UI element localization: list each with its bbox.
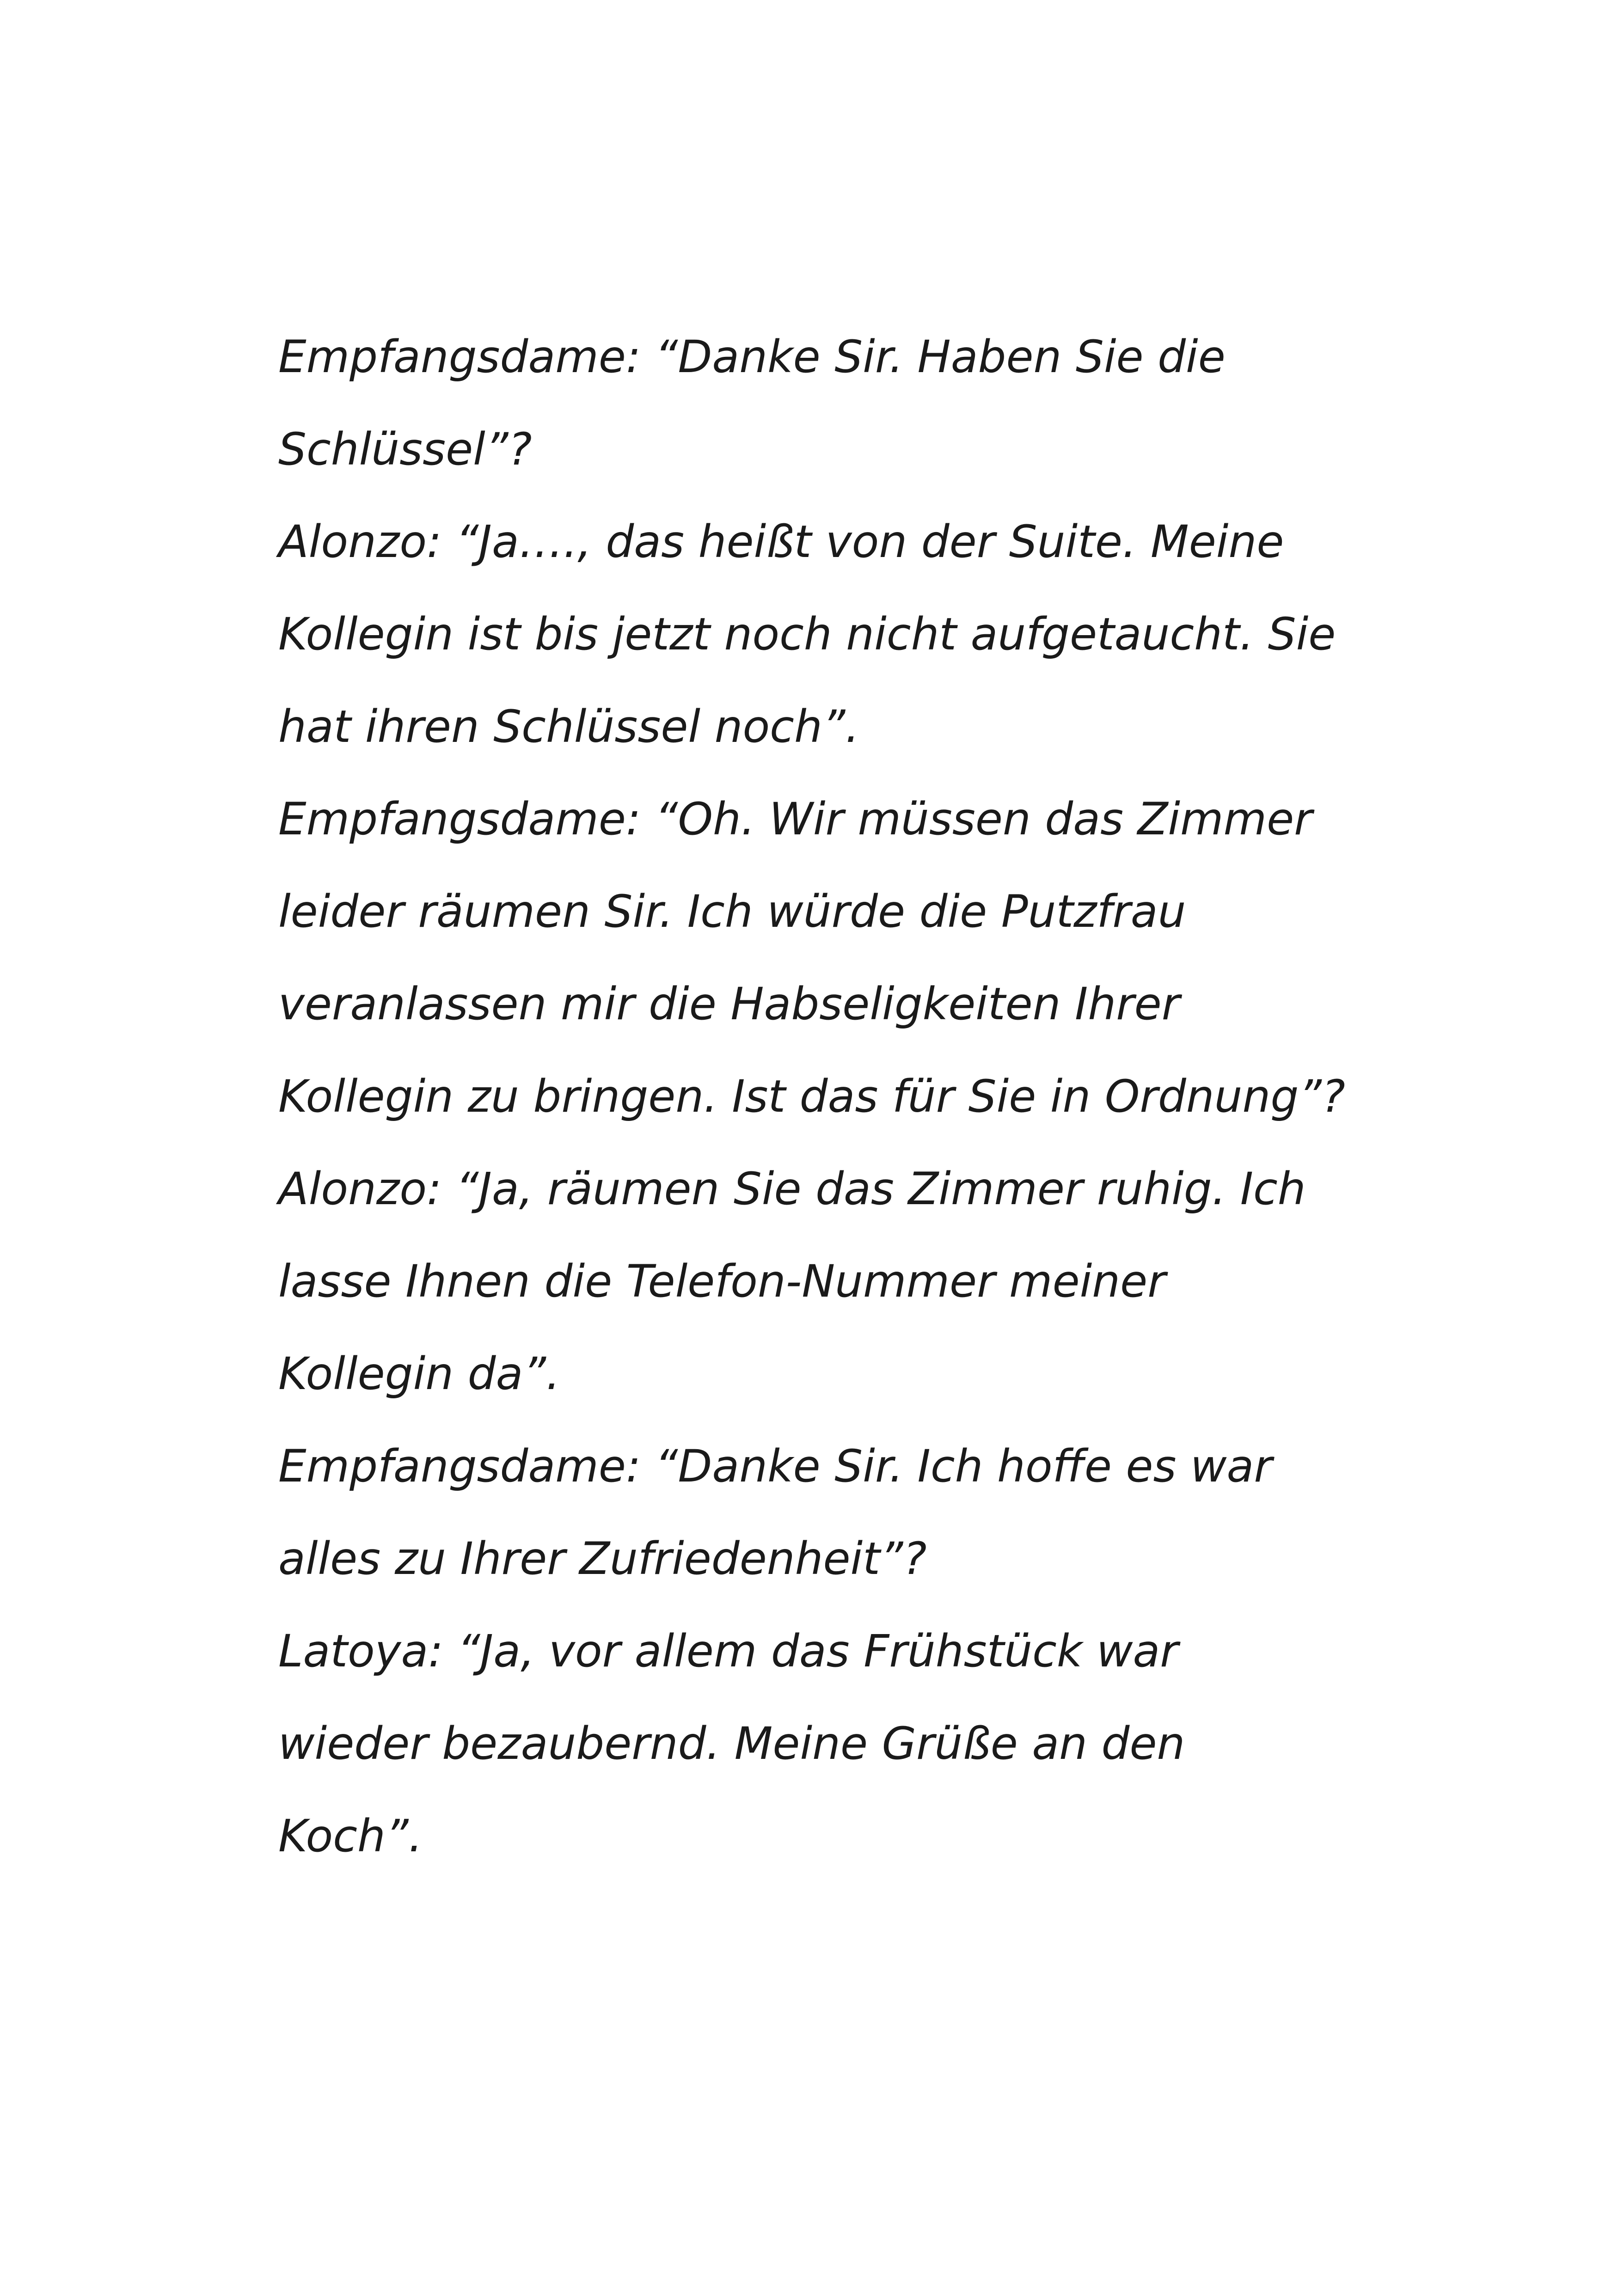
text-line: Empfangsdame: “Oh. Wir müssen das Zimmer: [278, 793, 1312, 845]
text-line: leider räumen Sir. Ich würde die Putzfrau: [278, 886, 1186, 937]
text-line: Alonzo: “Ja, räumen Sie das Zimmer ruhig. Ich: [278, 1163, 1306, 1215]
text-line: Alonzo: “Ja…., das heißt von der Suite. Meine: [278, 516, 1284, 568]
text-line: Kollegin da”.: [278, 1348, 560, 1400]
text-line: Latoya: “Ja, vor allem das Frühstück war: [278, 1625, 1178, 1677]
text-line: Koch”.: [278, 1810, 423, 1862]
text-line: Empfangsdame: “Danke Sir. Haben Sie die: [278, 331, 1226, 383]
dialogue-text: [278, 311, 1388, 1882]
text-line: lasse Ihnen die Telefon-Nummer meiner: [278, 1255, 1166, 1307]
text-line: alles zu Ihrer Zufriedenheit”?: [278, 1533, 927, 1585]
text-line: Empfangsdame: “Danke Sir. Ich hoffe es war: [278, 1440, 1272, 1492]
text-line: wieder bezaubernd. Meine Grüße an den: [278, 1718, 1185, 1769]
text-line: Kollegin zu bringen. Ist das für Sie in Ordnung”?: [278, 1071, 1345, 1122]
text-line: Schlüssel”?: [278, 423, 532, 475]
text-line: Kollegin ist bis jetzt noch nicht aufgetaucht. Sie: [278, 608, 1336, 660]
text-line: hat ihren Schlüssel noch”.: [278, 701, 860, 753]
text-line: veranlassen mir die Habseligkeiten Ihrer: [278, 978, 1180, 1030]
